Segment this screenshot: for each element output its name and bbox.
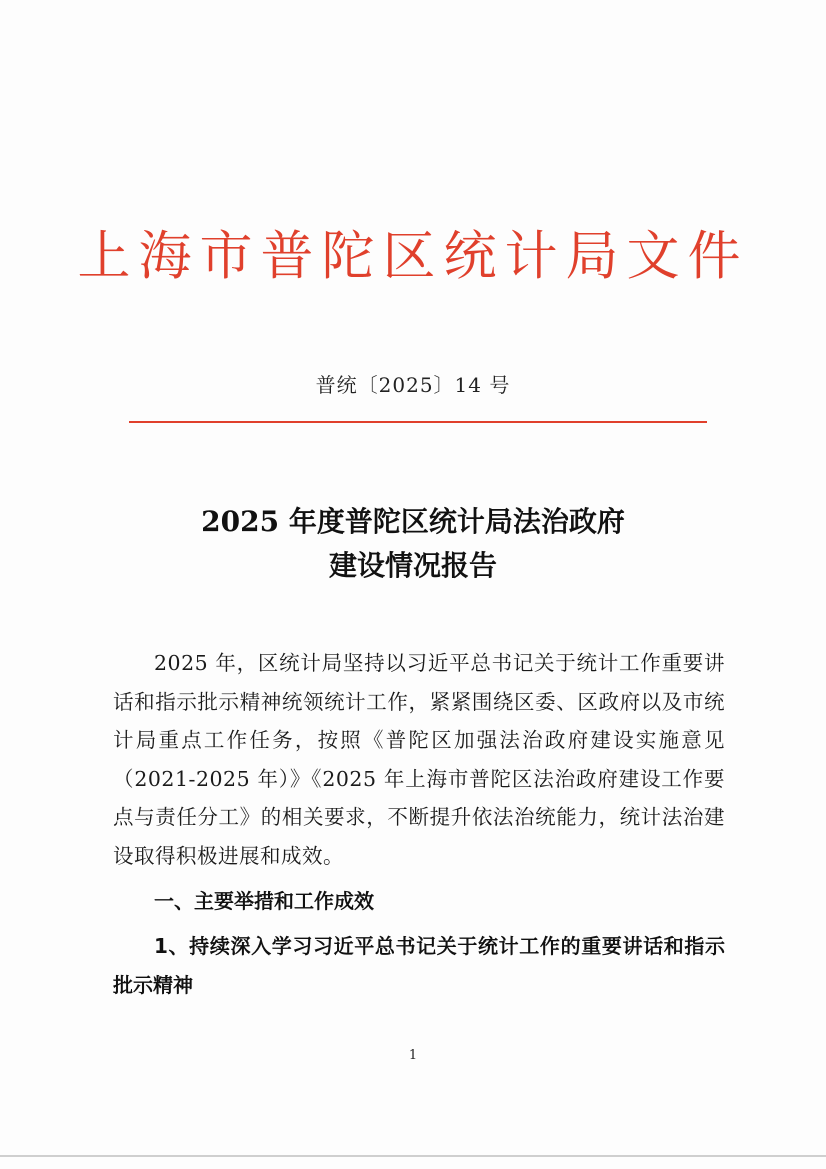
title-line-1: 2025 年度普陀区统计局法治政府	[201, 505, 625, 538]
intro-paragraph: 2025 年，区统计局坚持以习近平总书记关于统计工作重要讲话和指示批示精神统领统计工作，紧紧围绕区委、区政府以及市统计局重点工作任务，按照《普陀区加强法治政府建设实施意见（2021-2025 年）》《2025 年上海市普陀区法治政府建设工作要点与责任分工》的相关要求，不断提升依法治统能力，统计法治建设取得积极进展和成效。	[113, 651, 725, 868]
document-number: 普统〔2025〕14 号	[315, 373, 511, 397]
section-heading: 一、主要举措和工作成效	[154, 889, 374, 913]
document-title	[0, 500, 826, 588]
issuer-header: 上海市普陀区统计局文件	[77, 226, 749, 287]
title-line-2: 建设情况报告	[328, 549, 497, 582]
subsection-heading: 1、持续深入学习习近平总书记关于统计工作的重要讲话和指示批示精神	[113, 934, 725, 997]
red-divider-line	[129, 421, 707, 423]
page-bottom-edge	[0, 1155, 826, 1157]
page-number: 1	[408, 1048, 418, 1063]
